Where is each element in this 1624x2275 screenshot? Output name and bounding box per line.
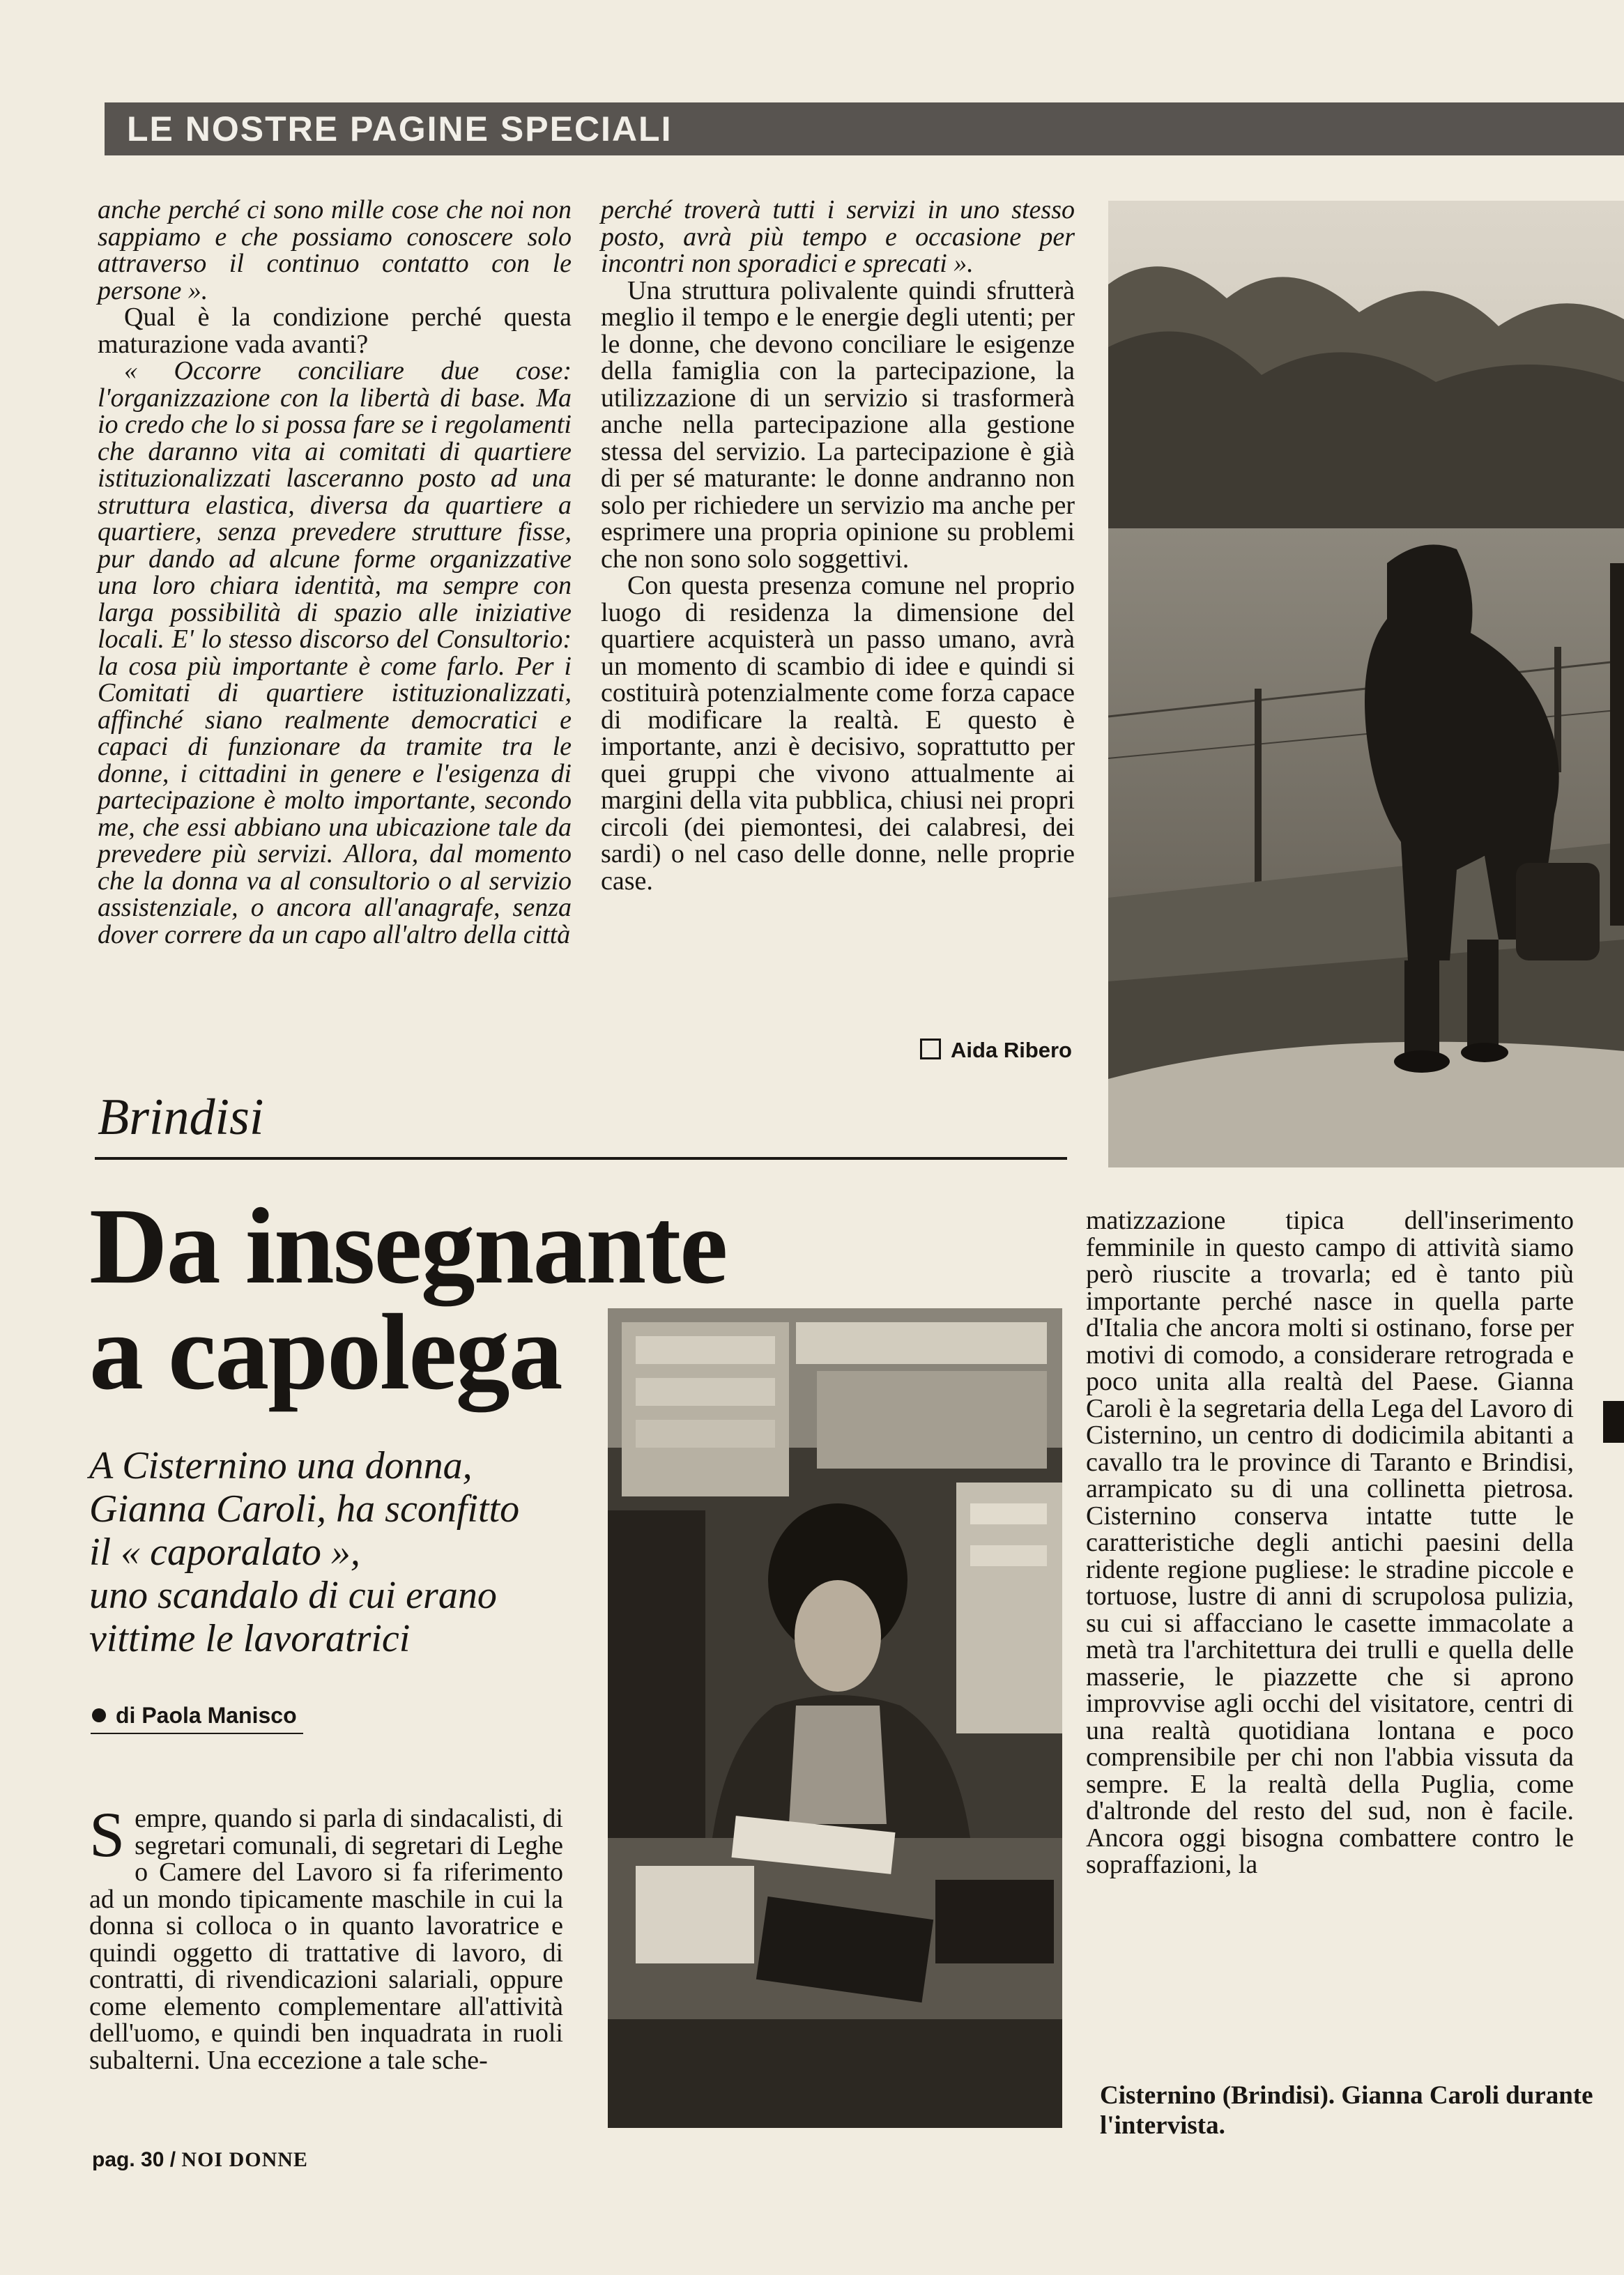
author-signature	[905, 1038, 1072, 1063]
byline-text: di Paola Manisco	[116, 1703, 297, 1728]
author-name: Aida Ribero	[951, 1038, 1072, 1062]
article-column-4	[89, 1799, 563, 2075]
paragraph: « Occorre conciliare due cose: l'organizzazione con la libertà di base. Ma io credo che lo si possa fare se i regolamenti che daranno vita ai comitati di quartiere istituzionalizzati lasceranno posto ad una struttura elastica, diversa da quartiere a quartiere, senza prevedere strutture fisse, pur dando ad alcune forme organizzative una loro chiara identità, ma sempre con larga possibilità di spazio alle iniziative locali. E' lo stesso discorso del Consultorio: la cosa più importante è come farlo. Per i Comitati di quartiere istituzionalizzati, affinché siano realmente democratici e capaci di funzionare da tramite tra le donne, i cittadini in genere e l'esigenza di partecipazione è molto importante, secondo me, che essi abbiano una ubicazione tale da prevedere più servizi. Allora, dal momento che la donna va al consultorio o al servizio assistenziale, o ancora all'anagrafe, senza dover correre da un capo all'altro della città	[98, 356, 572, 949]
photo-edge	[1603, 1401, 1624, 1443]
paragraph	[89, 1799, 563, 2075]
deck-line: Gianna Caroli, ha sconfitto	[89, 1487, 520, 1531]
paragraph: Qual è la condizione perché questa maturazione vada avanti?	[98, 302, 572, 359]
section-band-label: LE NOSTRE PAGINE SPECIALI	[127, 109, 673, 148]
drop-cap: S	[89, 1799, 125, 1870]
paragraph: Una struttura polivalente quindi sfrutterà meglio il tempo e le energie degli utenti; per le donne, che devono conciliare le esigenze della famiglia con la partecipazione, la utilizzazione di un servizio si trasformerà anche nella partecipazione alla gestione stessa del servizio. La partecipazione è già di per sé maturante: le donne andranno non solo per richiedere un servizio ma anche per esprimere una propria opinione su problemi che non sono solo soggettivi.	[601, 275, 1075, 574]
section-band	[105, 102, 1624, 155]
article-column-1	[98, 197, 572, 948]
paragraph: perché troverà tutti i servizi in uno stesso posto, avrà più tempo e occasione per incontri non sporadici e sprecati ».	[601, 195, 1075, 278]
deck-line: A Cisternino una donna,	[89, 1444, 473, 1487]
end-mark-icon	[920, 1039, 941, 1059]
article-column-2	[601, 197, 1075, 894]
photo-office-interview	[608, 1308, 1062, 2128]
byline	[92, 1703, 297, 1729]
article-column-3	[1086, 1207, 1574, 1878]
bullet-icon	[92, 1708, 106, 1722]
photo-rural-figure-image	[1108, 201, 1624, 1167]
deck	[89, 1444, 577, 1660]
deck-line: vittime le lavoratrici	[89, 1617, 411, 1660]
photo-rural-figure	[1108, 201, 1624, 1167]
paragraph: anche perché ci sono mille cose che noi non sappiamo e che possiamo conoscere solo attraverso il continuo contatto con le persone ».	[98, 195, 572, 305]
headline-line: a capolega	[89, 1292, 562, 1412]
photo-caption: Cisternino (Brindisi). Gianna Caroli durante l'intervista.	[1100, 2081, 1593, 2140]
deck-line: il « caporalato »,	[89, 1531, 360, 1574]
magazine-name: NOI DONNE	[181, 2148, 308, 2171]
byline-rule	[91, 1733, 303, 1734]
paragraph: matizzazione tipica dell'inserimento femminile in questo campo di attività siamo però riuscite a trovarla; ed è tanto più importante perché nasce in quella parte d'Italia che ancora molti si ostinano, forse per motivi di comodo, a considerare retrograda e poco unita alla realtà del Paese. Gianna Caroli è la segretaria della Lega del Lavoro di Cisternino, un centro di dodicimila abitanti a cavallo tra le province di Taranto e Brindisi, arrampicato su di una collinetta pietrosa. Cisternino conserva intatte tutte le caratteristiche degli antichi paesini della ridente regione pugliese: le stradine piccole e tortuose, lustre di anni di scrupolosa pulizia, su cui si affacciano le casette immacolate a metà tra l'architettura dei trulli e quella delle masserie, le piazzette che si aprono improvvise agli occhi del visitatore, centri di una realtà quotidiana lontana e poco comprensibile per chi non l'abbia vissuta da sempre. E la realtà della Puglia, come d'altronde del resto del sud, non è facile. Ancora oggi bisogna combattere contro le sopraffazioni, la	[1086, 1206, 1574, 1879]
deck-line: uno scandalo di cui erano	[89, 1574, 497, 1617]
section-kicker: Brindisi	[98, 1089, 264, 1146]
page-footer	[92, 2148, 308, 2172]
headline-line: Da insegnante	[89, 1186, 727, 1306]
paragraph: Con questa presenza comune nel proprio luogo di residenza la dimensione del quartiere acquisterà un passo umano, avrà un momento di scambio di idee e quindi si costituirà potenzialmente come forza capace di modificare la realtà. E questo è importante, anzi è decisivo, soprattutto per quei gruppi che vivono attualmente ai margini della vita pubblica, chiusi nei propri circoli (dei piemontesi, dei calabresi, dei sardi) o nel caso delle donne, nelle proprie case.	[601, 571, 1075, 896]
page-number: pag. 30	[92, 2148, 164, 2171]
photo-office-interview-image	[608, 1308, 1062, 2128]
footer-separator: /	[169, 2148, 176, 2171]
paragraph-text: empre, quando si parla di sindacalisti, di segretari comunali, di segretari di Leghe o Camere del Lavoro si fa riferimento ad un mondo tipicamente maschile in cui la donna si colloca o in quanto lavoratrice e quindi oggetto di trattative di lavoro, di contratti, di rivendicazioni salariali, oppure come elemento complementare all'attività dell'uomo, e quindi ben inquadrata in ruoli subalterni. Una eccezione a tale sche-	[89, 1804, 563, 2075]
kicker-rule	[95, 1157, 1067, 1160]
